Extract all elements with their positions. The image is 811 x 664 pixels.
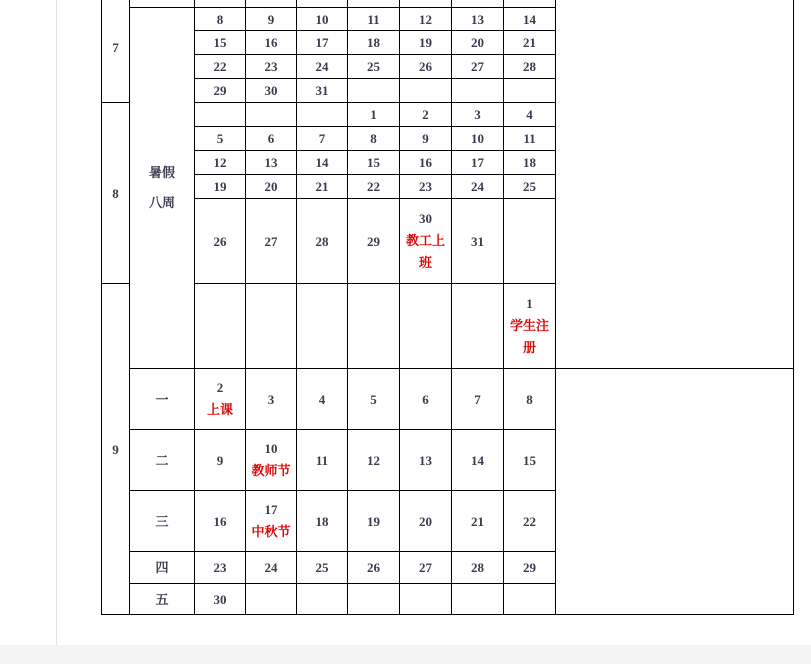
date-cell (297, 284, 348, 369)
date-cell (504, 199, 556, 284)
date-cell (246, 284, 297, 369)
summer-label-line1: 暑假 (148, 165, 175, 180)
date-cell: 30 (195, 584, 246, 615)
date-cell: 9 (195, 430, 246, 491)
date-cell: 15 (348, 151, 400, 175)
month-cell-august: 8 (102, 103, 130, 284)
date-cell: 20 (246, 175, 297, 199)
date-cell (400, 79, 452, 103)
date-cell (297, 103, 348, 127)
date-cell: 22 (348, 175, 400, 199)
date-cell (195, 0, 246, 8)
date-cell: 16 (400, 151, 452, 175)
date-cell: 10 (297, 8, 348, 31)
date-cell-mid-autumn (246, 491, 297, 552)
date-cell (246, 103, 297, 127)
date-cell: 27 (400, 552, 452, 584)
date-cell (452, 79, 504, 103)
date-cell: 15 (504, 430, 556, 491)
date-cell: 5 (195, 127, 246, 151)
date-cell (400, 584, 452, 615)
date-cell (348, 284, 400, 369)
date-cell: 21 (297, 175, 348, 199)
date-cell: 21 (452, 491, 504, 552)
event-label: 班 (418, 255, 432, 270)
date-number: 10 (264, 441, 278, 456)
date-cell: 4 (504, 103, 556, 127)
date-cell: 25 (504, 175, 556, 199)
date-cell: 25 (348, 55, 400, 79)
date-cell: 17 (452, 151, 504, 175)
date-cell: 14 (452, 430, 504, 491)
date-cell: 26 (348, 552, 400, 584)
date-cell: 19 (400, 31, 452, 55)
date-cell: 12 (195, 151, 246, 175)
date-number: 30 (419, 211, 432, 226)
event-label: 册 (522, 340, 536, 355)
date-cell: 3 (452, 103, 504, 127)
calendar-table-wrap (101, 0, 794, 615)
table-row (102, 369, 794, 430)
date-cell (504, 0, 556, 8)
date-cell: 28 (504, 55, 556, 79)
date-number: 2 (216, 380, 224, 395)
date-cell: 27 (246, 199, 297, 284)
date-cell: 8 (348, 127, 400, 151)
date-cell (400, 284, 452, 369)
date-cell (400, 0, 452, 8)
date-cell (246, 584, 297, 615)
date-cell (504, 584, 556, 615)
date-cell: 20 (400, 491, 452, 552)
date-cell: 12 (400, 8, 452, 31)
date-cell (452, 284, 504, 369)
notes-column-upper (556, 0, 794, 369)
month-cell-july: 7 (102, 0, 130, 103)
date-cell (195, 284, 246, 369)
event-label: 教师节 (251, 463, 291, 478)
week-label-cell (130, 0, 195, 8)
date-cell: 15 (195, 31, 246, 55)
date-cell: 14 (504, 8, 556, 31)
date-cell: 12 (348, 430, 400, 491)
date-cell: 13 (400, 430, 452, 491)
date-cell: 29 (195, 79, 246, 103)
date-cell (297, 584, 348, 615)
date-cell: 18 (504, 151, 556, 175)
date-cell: 23 (195, 552, 246, 584)
page-margin-line (56, 0, 57, 645)
date-cell (297, 0, 348, 8)
date-cell: 10 (452, 127, 504, 151)
date-cell: 8 (195, 8, 246, 31)
date-cell-staff-return (400, 199, 452, 284)
date-cell: 7 (297, 127, 348, 151)
date-cell-teachers-day (246, 430, 297, 491)
date-cell: 29 (504, 552, 556, 584)
date-cell: 8 (504, 369, 556, 430)
date-cell: 20 (452, 31, 504, 55)
event-label: 教工上 (405, 233, 445, 248)
date-cell: 2 (400, 103, 452, 127)
date-cell: 17 (297, 31, 348, 55)
event-label: 中秋节 (251, 524, 291, 539)
date-cell (348, 0, 400, 8)
date-cell: 24 (297, 55, 348, 79)
date-cell: 28 (452, 552, 504, 584)
date-cell: 5 (348, 369, 400, 430)
date-cell: 6 (246, 127, 297, 151)
date-cell: 21 (504, 31, 556, 55)
date-cell: 3 (246, 369, 297, 430)
table-row (102, 0, 794, 8)
date-cell: 26 (195, 199, 246, 284)
date-cell: 13 (452, 8, 504, 31)
date-cell: 11 (504, 127, 556, 151)
date-cell-student-register (504, 284, 556, 369)
date-cell: 26 (400, 55, 452, 79)
date-cell: 4 (297, 369, 348, 430)
date-cell: 1 (348, 103, 400, 127)
date-cell (195, 103, 246, 127)
date-cell: 25 (297, 552, 348, 584)
date-cell: 19 (348, 491, 400, 552)
date-cell (348, 79, 400, 103)
date-cell: 27 (452, 55, 504, 79)
date-cell: 11 (348, 8, 400, 31)
date-cell: 7 (452, 369, 504, 430)
week-label-cell: 三 (130, 491, 195, 552)
event-label: 上课 (206, 402, 233, 417)
date-cell (348, 584, 400, 615)
date-cell: 18 (297, 491, 348, 552)
date-cell (452, 0, 504, 8)
date-cell: 13 (246, 151, 297, 175)
date-cell: 18 (348, 31, 400, 55)
date-cell: 14 (297, 151, 348, 175)
date-cell: 11 (297, 430, 348, 491)
month-cell-september: 9 (102, 284, 130, 615)
date-cell (452, 584, 504, 615)
week-label-cell: 二 (130, 430, 195, 491)
date-cell: 9 (400, 127, 452, 151)
date-cell (246, 0, 297, 8)
school-calendar-table (101, 0, 794, 615)
date-number: 17 (264, 502, 278, 517)
date-cell: 29 (348, 199, 400, 284)
date-cell: 30 (246, 79, 297, 103)
date-cell: 31 (452, 199, 504, 284)
date-cell: 31 (297, 79, 348, 103)
date-cell: 16 (246, 31, 297, 55)
date-cell: 6 (400, 369, 452, 430)
week-label-cell: 五 (130, 584, 195, 615)
date-number: 1 (526, 296, 533, 311)
date-cell: 22 (504, 491, 556, 552)
week-label-cell: 四 (130, 552, 195, 584)
notes-column-lower (556, 369, 794, 615)
date-cell: 24 (246, 552, 297, 584)
date-cell: 28 (297, 199, 348, 284)
summer-label-line2: 八周 (148, 195, 175, 210)
date-cell: 24 (452, 175, 504, 199)
date-cell: 16 (195, 491, 246, 552)
date-cell: 19 (195, 175, 246, 199)
week-label-cell: 一 (130, 369, 195, 430)
date-cell: 23 (246, 55, 297, 79)
date-cell: 22 (195, 55, 246, 79)
date-cell: 9 (246, 8, 297, 31)
date-cell (504, 79, 556, 103)
date-cell-classes-start (195, 369, 246, 430)
bottom-scroll-area (0, 645, 811, 664)
date-cell: 23 (400, 175, 452, 199)
summer-break-cell (130, 8, 195, 369)
event-label: 学生注 (509, 318, 549, 333)
